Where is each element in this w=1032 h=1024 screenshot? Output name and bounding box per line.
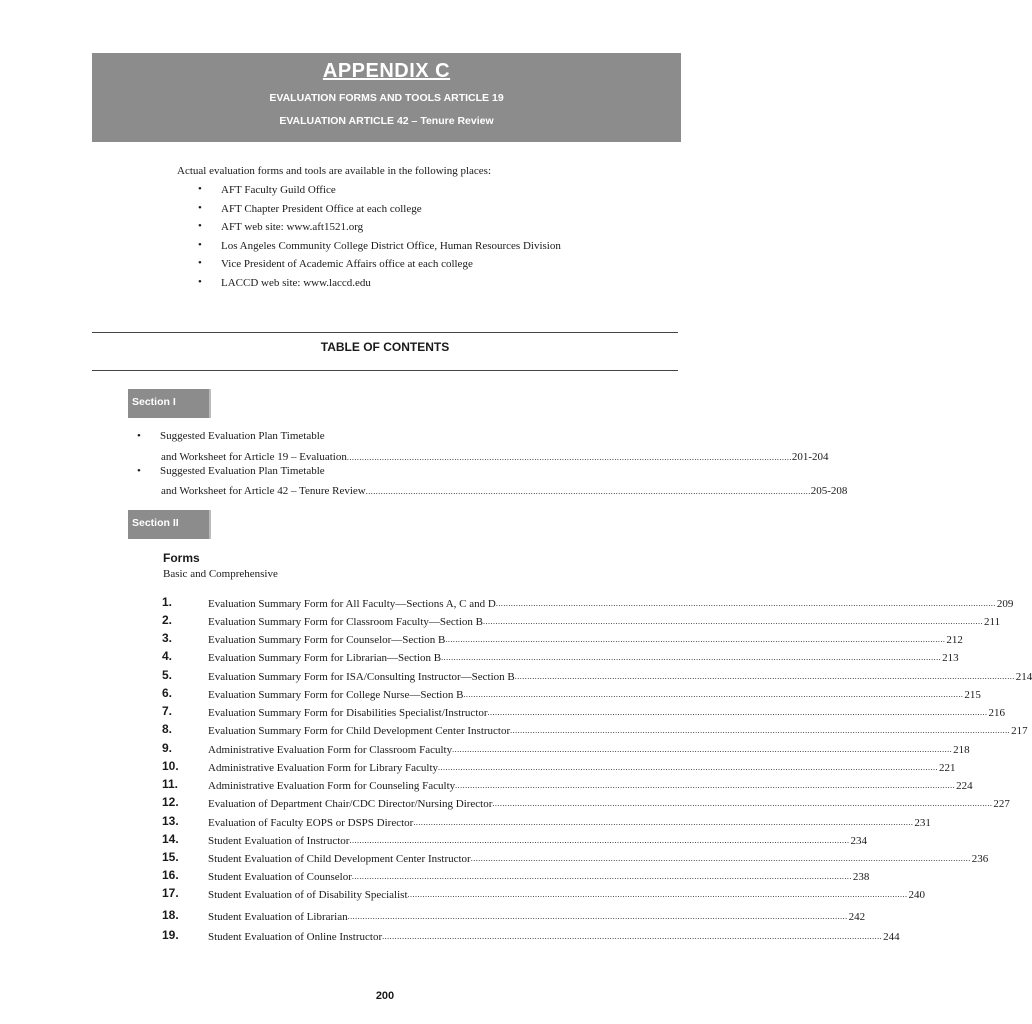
item-title: Student Evaluation of Child Development Center Instructor (208, 853, 471, 865)
item-title: Evaluation Summary Form for Librarian—Section B (208, 652, 442, 664)
item-number: 14. (162, 832, 179, 846)
toc-form-item[interactable] (162, 795, 1010, 810)
toc-form-item[interactable] (162, 850, 989, 865)
item-page: 215 (964, 689, 981, 701)
item-page: 221 (939, 762, 956, 774)
toc-form-item[interactable] (162, 908, 866, 923)
item-page: 236 (971, 853, 989, 865)
appendix-header (92, 53, 681, 142)
dot-leader: ........................................................................................................................................................................................................ (413, 818, 914, 827)
toc-form-item[interactable] (162, 832, 867, 847)
toc-form-item[interactable] (162, 814, 931, 829)
forms-heading: Forms (163, 551, 200, 565)
section-2-tab: Section II (128, 510, 209, 539)
item-number: 19. (162, 928, 179, 942)
bullet-icon: • (137, 430, 141, 442)
item-number: 13. (162, 814, 179, 828)
toc-form-item[interactable] (162, 631, 963, 646)
section-1-tab: Section I (128, 389, 209, 418)
dot-leader: ........................................................................................................................................................................................................ (407, 890, 908, 899)
item-page: 234 (850, 835, 867, 847)
item-title: Evaluation Summary Form for All Faculty—Sections A, C and D (208, 598, 496, 610)
bullet-icon: • (198, 183, 202, 195)
item-number: 11. (162, 777, 179, 791)
item-page: 211 (983, 616, 1001, 628)
dot-leader: ........................................................................................................................................................................................................ (492, 799, 993, 808)
item-title: Administrative Evaluation Form for Classroom Faculty (208, 744, 453, 756)
item-page: 217 (1011, 725, 1028, 737)
toc-form-item[interactable] (162, 928, 900, 943)
item-number: 12. (162, 795, 179, 809)
intro-text: Actual evaluation forms and tools are available in the following places: (177, 165, 492, 177)
item-number: 1. (162, 595, 173, 609)
toc-form-item[interactable] (162, 868, 870, 883)
item-page: 213 (942, 652, 959, 664)
list-item: • AFT Faculty Guild Office (198, 183, 336, 196)
item-title: Evaluation of Faculty EOPS or DSPS Director (208, 817, 414, 829)
item-title: Student Evaluation of Librarian (208, 911, 348, 923)
dot-leader: ........................................................................................................................................................................................................ (482, 617, 983, 626)
dot-leader: ........................................................................................................................................................................................................ (455, 781, 956, 790)
item-page: 209 (996, 598, 1014, 610)
toc-form-item[interactable] (162, 613, 1001, 628)
list-item: • Los Angeles Community College District Office, Human Resources Division (198, 238, 561, 252)
toc-form-item[interactable] (162, 722, 1028, 737)
item-page: 227 (993, 798, 1010, 810)
item-page: 224 (956, 780, 973, 792)
toc-entry-line[interactable]: and Worksheet for Article 42 – Tenure Review .................................................................................................................................................................................. 205-208 (161, 485, 848, 497)
appendix-subtitle-2: EVALUATION ARTICLE 42 – Tenure Review (279, 115, 494, 127)
toc-form-item[interactable] (162, 595, 1014, 610)
dot-leader: ........................................................................................................................................................................................................ (382, 932, 883, 941)
item-title: Administrative Evaluation Form for Counseling Faculty (208, 780, 456, 792)
item-title: Student Evaluation of Online Instructor (208, 931, 383, 943)
item-number: 8. (162, 722, 173, 736)
item-page: 240 (908, 889, 925, 901)
item-number: 6. (162, 686, 173, 700)
item-number: 7. (162, 704, 173, 718)
list-item: • LACCD web site: www.laccd.edu (198, 275, 371, 289)
item-number: 15. (162, 850, 179, 864)
bullet-icon: • (198, 275, 202, 288)
item-page: 216 (988, 707, 1006, 719)
item-page: 242 (848, 911, 866, 923)
dot-leader: ........................................................................................................................................................................................................ (441, 653, 942, 662)
bullet-icon: • (198, 257, 202, 270)
item-title: Evaluation of Department Chair/CDC Director/Nursing Director (208, 798, 493, 810)
item-page: 244 (883, 931, 900, 943)
item-page: 238 (852, 871, 870, 883)
dot-leader: ........................................................................................................................................................................................................ (487, 708, 988, 717)
toc-form-item[interactable] (162, 886, 925, 901)
item-title: Administrative Evaluation Form for Library Faculty (208, 762, 439, 774)
bullet-icon: • (198, 201, 202, 214)
dot-leader: ........................................................................................................................................................................................................ (445, 635, 946, 644)
dot-leader: ........................................................................................................................................................................................................ (349, 836, 850, 845)
bullet-icon: • (198, 238, 202, 251)
toc-form-item[interactable] (162, 741, 970, 756)
item-page: 231 (914, 817, 931, 829)
dot-leader: ........................................................................................................................................................................................................ (351, 872, 852, 881)
dot-leader: ........................................................................................................................................................................................................ (463, 690, 964, 699)
toc-form-item[interactable] (162, 759, 956, 774)
item-number: 16. (162, 868, 179, 882)
list-item: • AFT Chapter President Office at each college (198, 201, 422, 215)
divider (92, 332, 678, 333)
item-number: 9. (162, 741, 173, 755)
item-title: Student Evaluation of of Disability Specialist (208, 889, 408, 901)
toc-form-item[interactable] (162, 668, 1032, 683)
divider (92, 370, 678, 371)
toc-form-item[interactable] (162, 777, 973, 792)
item-title: Student Evaluation of Counselor (208, 871, 352, 883)
dot-leader: .................................................................................................................................................................................. (365, 487, 811, 496)
dot-leader: ........................................................................................................................................................................................................ (438, 763, 939, 772)
item-number: 18. (162, 908, 179, 922)
item-number: 4. (162, 649, 173, 663)
toc-title: TABLE OF CONTENTS (320, 340, 450, 354)
appendix-subtitle-1: EVALUATION FORMS AND TOOLS ARTICLE 19 (269, 92, 504, 104)
item-number: 17. (162, 886, 179, 900)
item-title: Evaluation Summary Form for College Nurse—Section B (208, 689, 464, 701)
item-page: 212 (946, 634, 963, 646)
toc-form-item[interactable] (162, 704, 1006, 719)
item-number: 10. (162, 759, 179, 773)
item-title: Evaluation Summary Form for Child Development Center Instructor (208, 725, 511, 737)
list-item: • Vice President of Academic Affairs office at each college (198, 257, 473, 271)
item-title: Evaluation Summary Form for ISA/Consulting Instructor—Section B (208, 671, 515, 683)
dot-leader: ........................................................................................................................................................................................................ (495, 599, 996, 608)
item-title: Evaluation Summary Form for Classroom Faculty—Section B (208, 616, 483, 628)
places-list (198, 183, 561, 295)
item-title: Evaluation Summary Form for Counselor—Section B (208, 634, 446, 646)
dot-leader: ........................................................................................................................................................................................................ (347, 912, 848, 921)
item-number: 2. (162, 613, 173, 627)
toc-form-item[interactable] (162, 686, 981, 701)
item-title: Evaluation Summary Form for Disabilities Specialist/Instructor (208, 707, 488, 719)
forms-subheading: Basic and Comprehensive (163, 568, 278, 580)
dot-leader: ........................................................................................................................................................................................................ (452, 745, 953, 754)
dot-leader: ........................................................................................................................................................................................................ (510, 726, 1011, 735)
appendix-title: APPENDIX C (322, 60, 451, 82)
dot-leader: ........................................................................................................................................................................................................ (470, 854, 971, 863)
item-number: 5. (162, 668, 173, 682)
toc-form-item[interactable] (162, 649, 959, 664)
list-item: • AFT web site: www.aft1521.org (198, 220, 364, 234)
bullet-icon: • (198, 220, 202, 233)
item-page: 214 (1015, 671, 1032, 683)
item-title: Student Evaluation of Instructor (208, 835, 350, 847)
toc-entry-line[interactable]: and Worksheet for Article 19 – Evaluation .................................................................................................................................................................................. 201-204 (161, 451, 829, 463)
page-number: 200 (375, 990, 395, 1002)
item-page: 218 (953, 744, 970, 756)
dot-leader: ........................................................................................................................................................................................................ (514, 672, 1015, 681)
dot-leader: .................................................................................................................................................................................. (346, 453, 792, 462)
item-number: 3. (162, 631, 173, 645)
bullet-icon: • (137, 465, 141, 477)
